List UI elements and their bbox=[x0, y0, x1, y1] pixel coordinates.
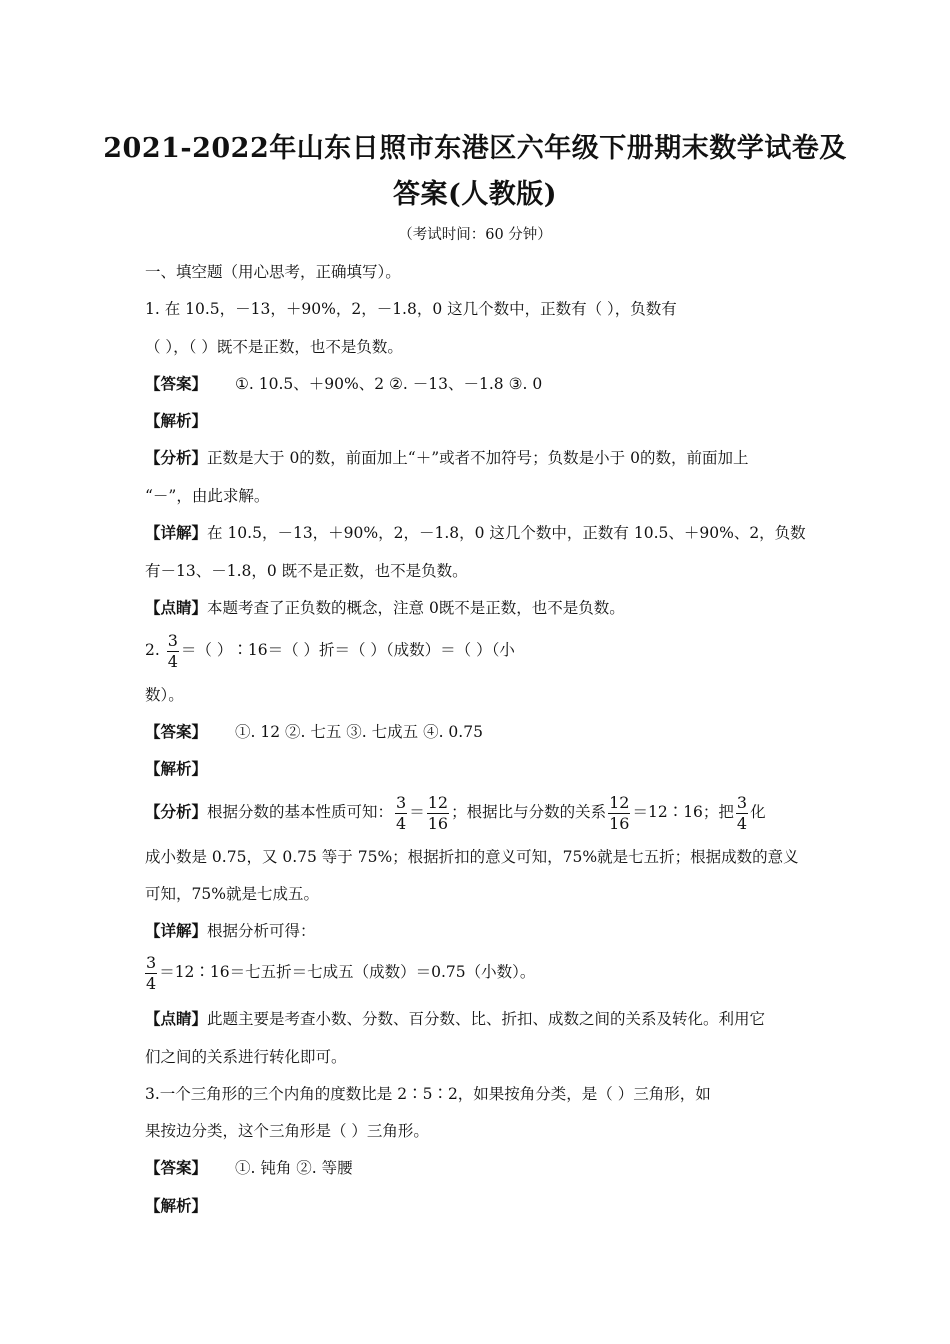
denominator: 16 bbox=[609, 813, 630, 833]
dianjing-text: 此题主要是考查小数、分数、百分数、比、折扣、成数之间的关系及转化。利用它 bbox=[207, 1010, 766, 1028]
equals-sign: ＝ bbox=[409, 803, 425, 821]
q2-number: 2. bbox=[145, 641, 160, 659]
document-title-line2: 答案(人教版) bbox=[392, 179, 558, 210]
denominator: 4 bbox=[167, 651, 178, 671]
xiangjie-tag: 【详解】 bbox=[145, 523, 208, 542]
answer-tag: 【答案】 bbox=[145, 374, 208, 393]
fenxi-text-a: 根据分数的基本性质可知： bbox=[207, 803, 394, 821]
q2-analysis-tag: 【解析】 bbox=[145, 759, 208, 778]
q2-text-line1 bbox=[145, 628, 515, 672]
numerator: 3 bbox=[167, 630, 178, 650]
numerator: 3 bbox=[146, 952, 157, 972]
numerator: 3 bbox=[396, 792, 407, 812]
numerator: 12 bbox=[427, 792, 449, 812]
xiangjie-text: ＝12∶16＝七五折＝七成五（成数）＝0.75（小数）。 bbox=[159, 963, 536, 981]
fenxi-text-c: ＝12∶16；把 bbox=[632, 803, 734, 821]
q2-dianjing-line2: 们之间的关系进行转化即可。 bbox=[145, 1048, 347, 1066]
fenxi-text-b: ；根据比与分数的关系 bbox=[451, 803, 607, 821]
q1-dianjing bbox=[145, 598, 625, 618]
dianjing-tag: 【点睛】 bbox=[145, 598, 208, 617]
fraction-3-4 bbox=[736, 792, 748, 833]
numerator: 3 bbox=[736, 792, 748, 812]
fraction-3-4 bbox=[395, 792, 407, 833]
q1-xiangjie-line2: 有－13、－1.8，0 既不是正数，也不是负数。 bbox=[145, 562, 468, 580]
q1-xiangjie-line1 bbox=[145, 523, 806, 543]
denominator: 4 bbox=[146, 973, 157, 993]
q2-xiangjie-line1 bbox=[145, 921, 316, 941]
q1-text-line1: 1. 在 10.5，－13，＋90%，2，－1.8，0 这几个数中，正数有（ ），负数有 bbox=[145, 300, 677, 318]
answer-text: ①. 钝角 ②. 等腰 bbox=[235, 1159, 353, 1177]
q1-fenxi-line2: “－”，由此求解。 bbox=[145, 487, 270, 505]
q3-answer bbox=[145, 1158, 353, 1178]
fenxi-text-d: 化 bbox=[750, 803, 766, 821]
q1-text-line2: （ ），（ ）既不是正数，也不是负数。 bbox=[145, 338, 403, 356]
xiangjie-text: 根据分析可得： bbox=[207, 922, 316, 940]
numerator: 12 bbox=[609, 792, 630, 812]
q2-fenxi-line1 bbox=[145, 790, 766, 834]
q3-analysis-tag: 【解析】 bbox=[145, 1196, 208, 1215]
q2-fenxi-line2: 成小数是 0.75，又 0.75 等于 75%；根据折扣的意义可知，75%就是七五折；根据成数的意义 bbox=[145, 848, 799, 866]
xiangjie-text: 在 10.5，－13，＋90%，2，－1.8，0 这几个数中，正数有 10.5、＋90%、2，负数 bbox=[207, 524, 806, 542]
denominator: 4 bbox=[736, 813, 748, 833]
dianjing-text: 本题考查了正负数的概念，注意 0既不是正数，也不是负数。 bbox=[207, 599, 625, 617]
q1-answer bbox=[145, 374, 542, 394]
q2-xiangjie-line2 bbox=[145, 950, 535, 994]
xiangjie-tag: 【详解】 bbox=[145, 921, 208, 940]
q1-fenxi-line1 bbox=[145, 448, 748, 468]
q2-fenxi-line3: 可知，75%就是七成五。 bbox=[145, 885, 319, 903]
document-title-line1: 2021-2022年山东日照市东港区六年级下册期末数学试卷及 bbox=[103, 133, 847, 164]
fenxi-tag: 【分析】 bbox=[145, 802, 208, 821]
answer-text: ①. 12 ②. 七五 ③. 七成五 ④. 0.75 bbox=[235, 723, 483, 741]
fraction-3-4 bbox=[145, 952, 157, 993]
fraction-12-16 bbox=[608, 792, 630, 833]
q2-dianjing-line1 bbox=[145, 1009, 765, 1029]
denominator: 4 bbox=[396, 813, 407, 833]
q3-text-line2: 果按边分类，这个三角形是（ ）三角形。 bbox=[145, 1122, 429, 1140]
answer-tag: 【答案】 bbox=[145, 722, 208, 741]
fenxi-tag: 【分析】 bbox=[145, 448, 208, 467]
answer-tag: 【答案】 bbox=[145, 1158, 208, 1177]
q2-answer bbox=[145, 722, 483, 742]
q3-text-line1: 3.一个三角形的三个内角的度数比是 2∶5∶2，如果按角分类，是（ ）三角形，如 bbox=[145, 1085, 711, 1103]
exam-time: （考试时间：60 分钟） bbox=[398, 227, 552, 243]
q2-text-line2: 数）。 bbox=[145, 686, 184, 704]
q2-text: ＝（ ）∶16＝（ ）折＝（ ）（成数）＝（ ）（小 bbox=[180, 641, 515, 659]
dianjing-tag: 【点睛】 bbox=[145, 1009, 208, 1028]
fraction-3-4 bbox=[167, 630, 179, 671]
fenxi-text: 正数是大于 0的数，前面加上“＋”或者不加符号；负数是小于 0的数，前面加上 bbox=[207, 449, 749, 467]
fraction-12-16 bbox=[427, 792, 449, 833]
answer-text: ①. 10.5、＋90%、2 ②. －13、－1.8 ③. 0 bbox=[235, 375, 543, 393]
q1-analysis-tag: 【解析】 bbox=[145, 411, 208, 430]
section-heading: 一、填空题（用心思考，正确填写）。 bbox=[145, 263, 401, 281]
denominator: 16 bbox=[427, 813, 449, 833]
